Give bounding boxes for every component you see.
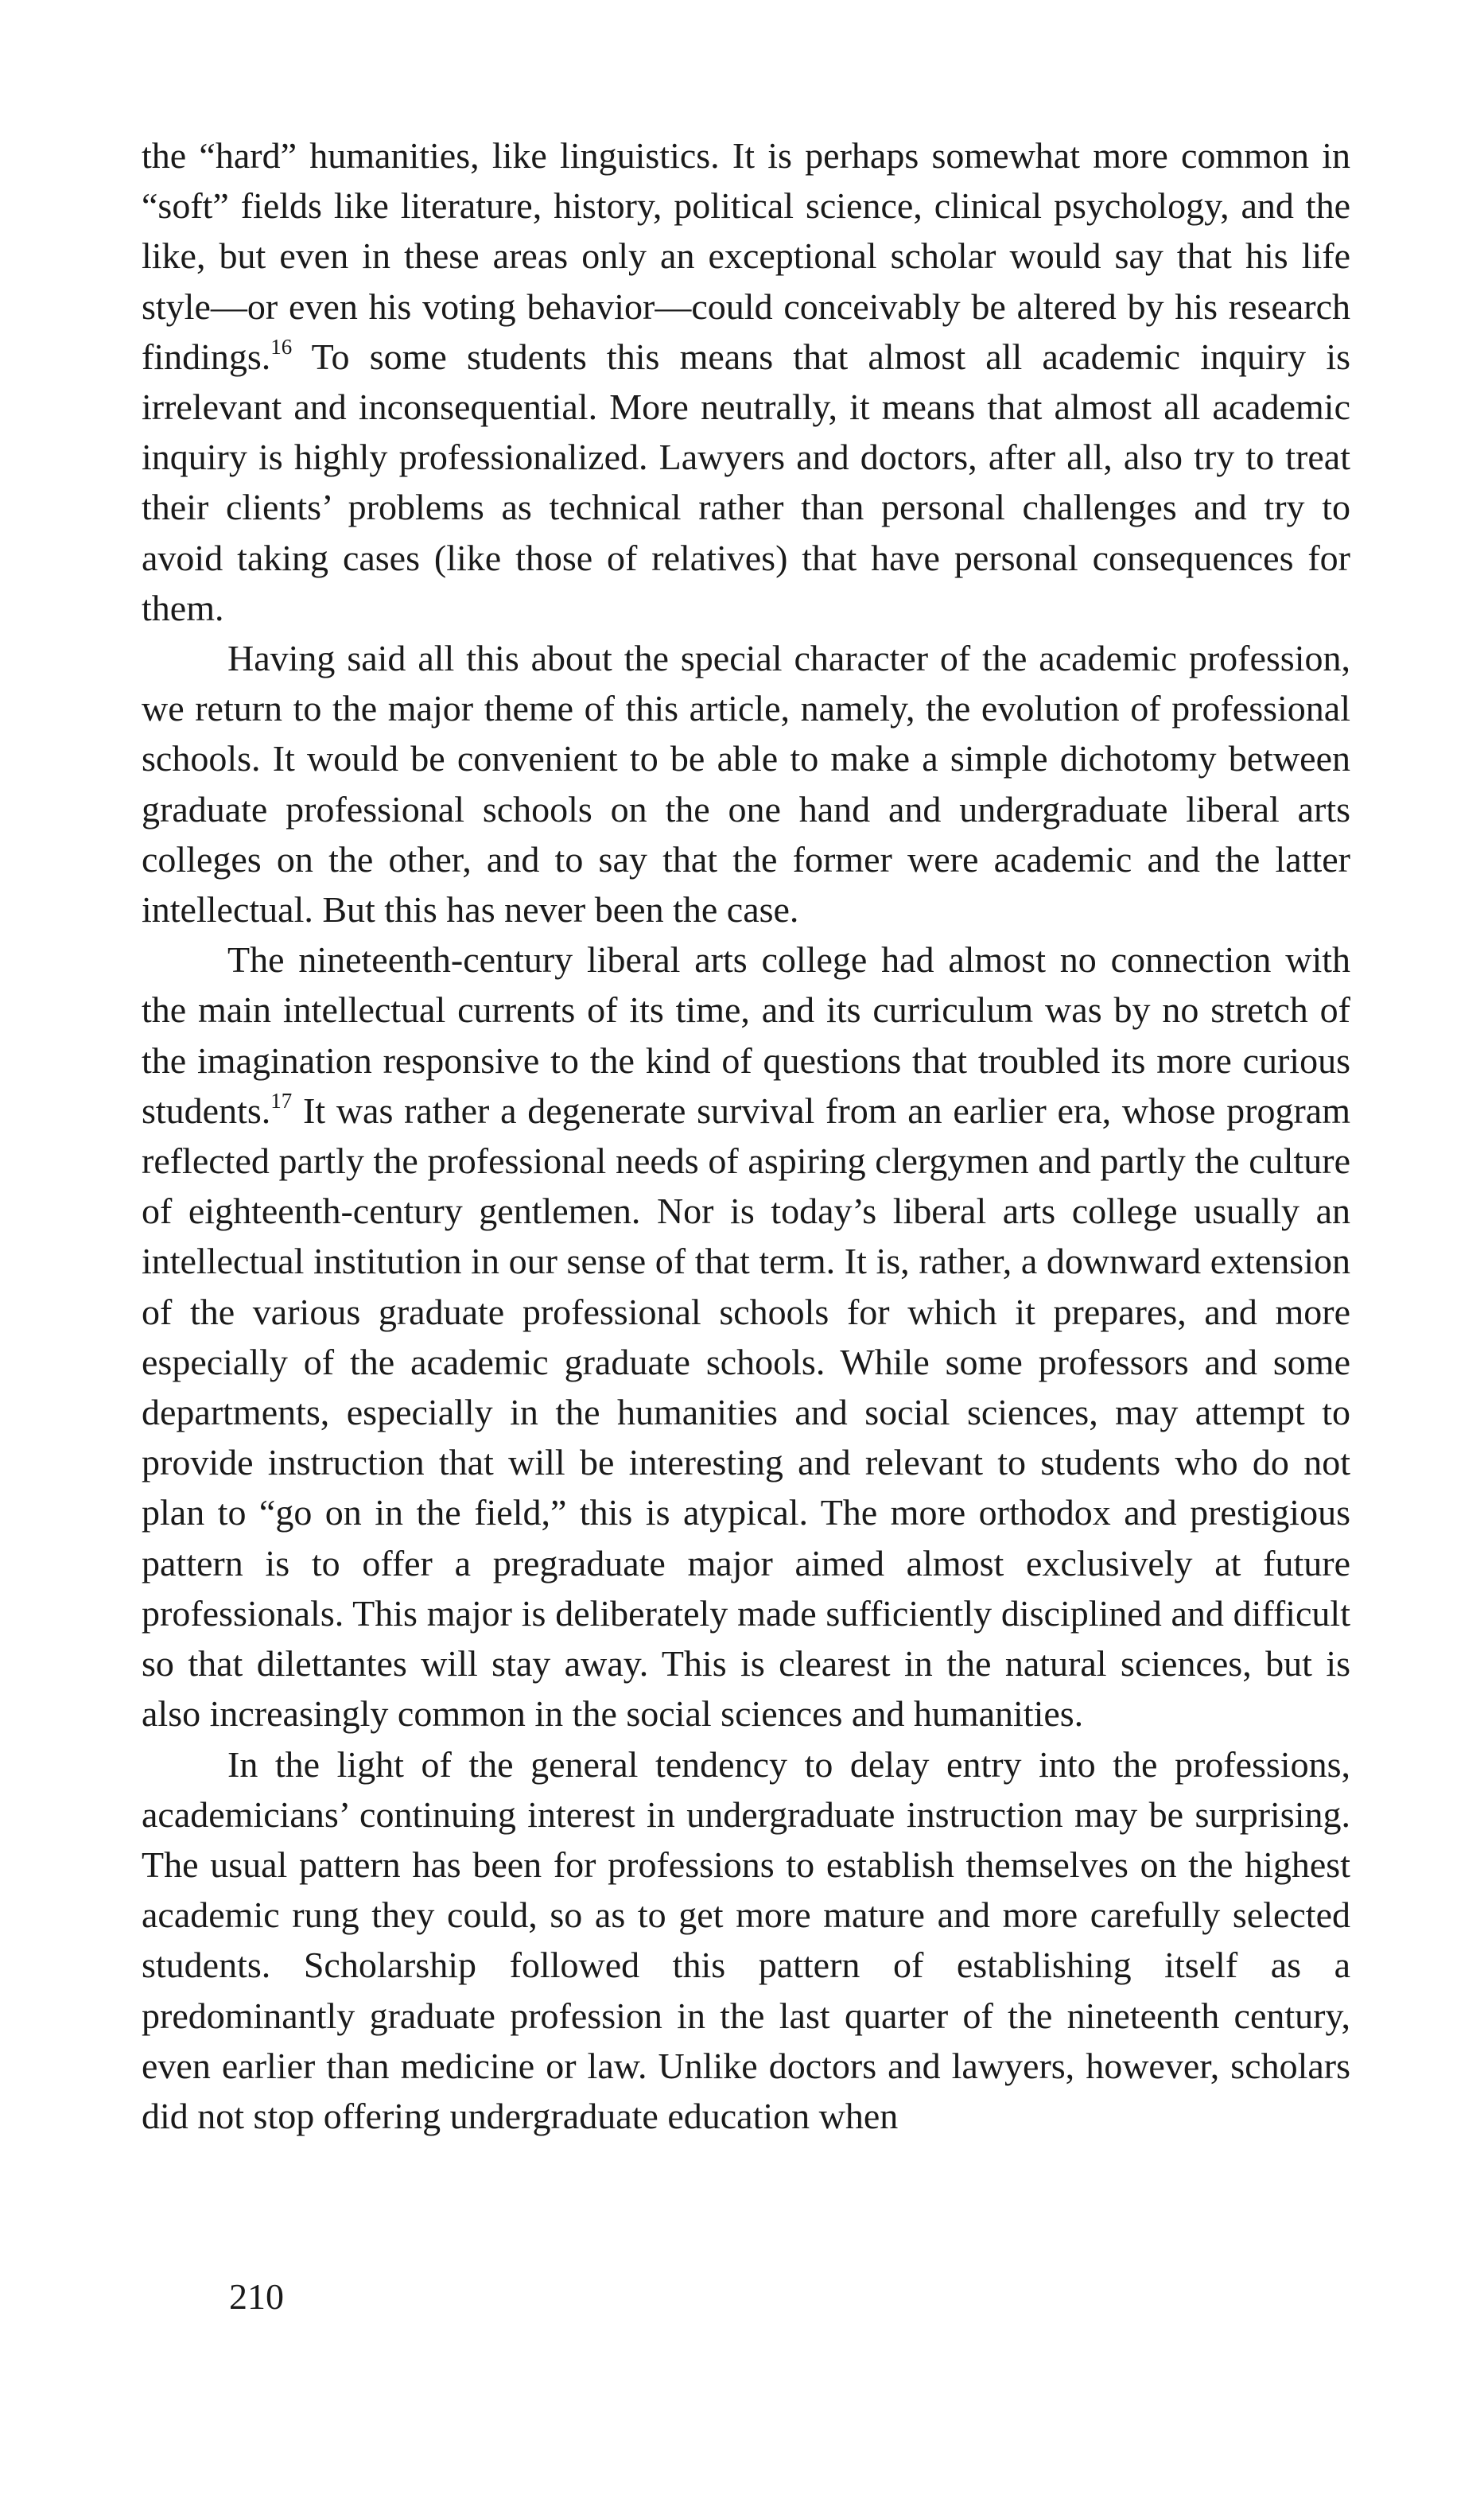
paragraph bbox=[142, 935, 1350, 1739]
paragraph-text: Having said all this about the special character of the academic profession, we return to the major theme of this article, namely, the evolution of professional schools. It would be convenient to be able to make a simple dichotomy between graduate professional schools on the one hand and undergraduate liberal arts colleges on the other, and to say that the former were academic and the latter intellectual. But this has never been the case. bbox=[142, 638, 1350, 931]
page-number: 210 bbox=[229, 2276, 284, 2317]
footnote-marker: 17 bbox=[270, 1088, 293, 1113]
footnote-marker: 16 bbox=[270, 334, 293, 359]
text-column bbox=[142, 130, 1350, 2141]
paragraph-text: It was rather a degenerate survival from an earlier era, whose program reflected partly the professional needs of aspiring clergymen and partly the culture of eighteenth-century gentlemen. Nor is today’s liberal arts college usually an intellectual institution in our sense of that term. It is, rather, a downward extension of the various graduate professional schools for which it prepares, and more especially of the academic graduate schools. While some professors and some departments, especially in the humanities and social sciences, may attempt to provide instruction that will be interesting and relevant to students who do not plan to “go on in the field,” this is atypical. The more orthodox and prestigious pattern is to offer a pregraduate major aimed almost exclusively at future professionals. This major is deliberately made sufficiently disciplined and difficult so that dilettantes will stay away. This is clearest in the natural sciences, but is also increasingly common in the social sciences and humanities. bbox=[142, 1090, 1350, 1735]
paragraph bbox=[142, 1739, 1350, 2142]
page-body bbox=[142, 130, 1350, 2141]
paragraph bbox=[142, 633, 1350, 935]
paragraph bbox=[142, 130, 1350, 633]
paragraph-text: The nineteenth-century liberal arts college had almost no connection with the main intellectual currents of its time, and its curriculum was by no stretch of the imagination responsive to the kind of questions that troubled its more curious students. bbox=[142, 939, 1350, 1131]
paragraph-text: the “hard” humanities, like linguistics. It is perhaps somewhat more common in “soft” fields like literature, history, political science, clinical psychology, and the like, but even in these areas only an exceptional scholar would say that his life style—or even his voting behavior—could conceivably be altered by his research findings. bbox=[142, 135, 1350, 377]
paragraph-text: In the light of the general tendency to delay entry into the professions, academicians’ continuing interest in undergraduate instruction may be surprising. The usual pattern has been for professions to establish themselves on the highest academic rung they could, so as to get more mature and more carefully selected students. Scholarship followed this pattern of establishing itself as a predominantly graduate profession in the last quarter of the nineteenth century, even earlier than medicine or law. Unlike doctors and lawyers, however, scholars did not stop offering undergraduate education when bbox=[142, 1743, 1350, 2136]
paragraph-text: To some students this means that almost all academic inquiry is irrelevant and inconsequential. More neutrally, it means that almost all academic inquiry is highly professionalized. Lawyers and doctors, after all, also try to treat their clients’ problems as technical rather than personal challenges and try to avoid taking cases (like those of relatives) that have personal consequences for them. bbox=[142, 336, 1350, 628]
